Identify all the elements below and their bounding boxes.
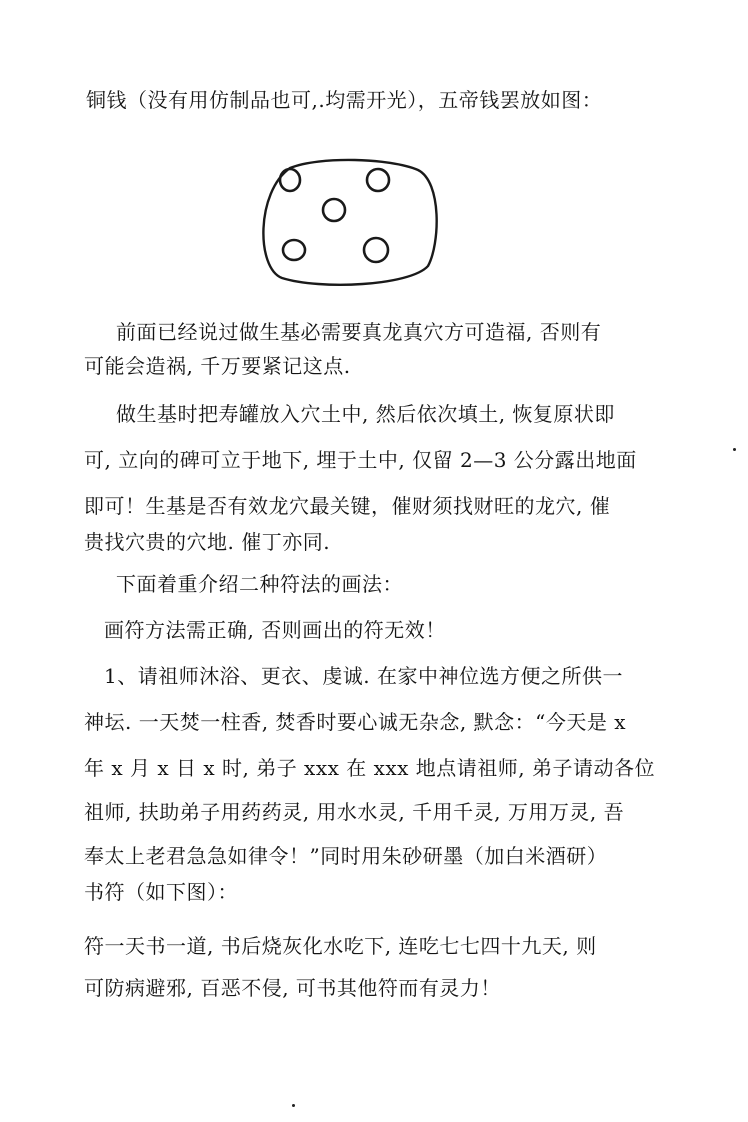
- text-line: 即可！生基是否有效龙穴最关键，催财须找财旺的龙穴, 催: [84, 494, 611, 518]
- text-line: 下面着重介绍二种符法的画法：: [116, 572, 403, 596]
- text-line: 神坛. 一天焚一柱香, 焚香时要心诚无杂念, 默念：“今天是 x: [84, 710, 627, 734]
- text-line: 书符（如下图）：: [84, 880, 238, 904]
- text-line: 做生基时把寿罐放入穴土中, 然后依次填土, 恢复原状即: [116, 402, 615, 426]
- text-line: 前面已经说过做生基必需要真龙真穴方可造福, 否则有: [116, 320, 602, 344]
- text-line: 奉太上老君急急如律令！”同时用朱砂研墨（加白米酒研）: [84, 844, 608, 868]
- scan-speck: [733, 448, 736, 451]
- text-line: 年 x 月 x 日 x 时, 弟子 xxx 在 xxx 地点请祖师, 弟子请动各位: [84, 756, 656, 780]
- text-line: 可防病避邪, 百恶不侵, 可书其他符而有灵力！: [84, 976, 501, 1000]
- coin: [367, 169, 389, 191]
- text-line: 祖师, 扶助弟子用药药灵, 用水水灵, 千用千灵, 万用万灵, 吾: [84, 800, 625, 824]
- coin: [323, 199, 345, 221]
- coin: [280, 169, 300, 191]
- five-coins-diagram: [250, 152, 445, 290]
- coin-tray-outline: [263, 160, 436, 285]
- text-line: 画符方法需正确, 否则画出的符无效！: [104, 618, 446, 642]
- text-line: 符一天书一道, 书后烧灰化水吃下, 连吃七七四十九天, 则: [84, 934, 597, 958]
- scan-speck: [292, 1104, 295, 1107]
- coin: [283, 240, 305, 260]
- coin: [364, 238, 388, 262]
- text-line: 铜钱（没有用仿制品也可,.均需开光），五帝钱罢放如图：: [86, 88, 603, 112]
- text-line: 贵找穴贵的穴地. 催丁亦同.: [84, 530, 331, 554]
- text-line: 可能会造祸, 千万要紧记这点.: [84, 354, 351, 378]
- text-line: 1、请祖师沐浴、更衣、虔诚. 在家中神位选方便之所供一: [104, 664, 623, 688]
- text-line: 可, 立向的碑可立于地下, 埋于土中, 仅留 2—3 公分露出地面: [84, 448, 637, 472]
